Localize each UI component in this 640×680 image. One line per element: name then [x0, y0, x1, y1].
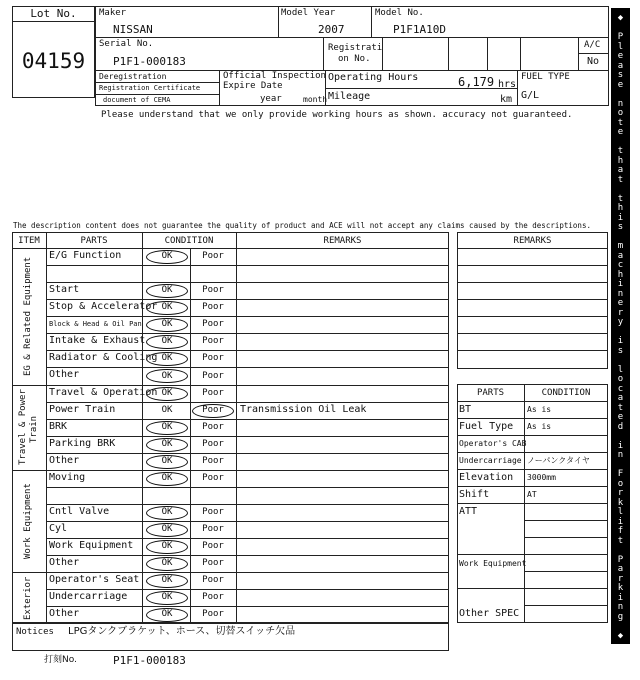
selected-condition-circle: [146, 455, 188, 469]
sidebar-char: e: [617, 412, 624, 422]
spec-condition-shift: AT: [527, 490, 537, 499]
part-label: Other: [49, 369, 80, 380]
condition-ok: OK: [161, 319, 173, 329]
part-label: Moving: [49, 472, 86, 483]
part-label: Start: [49, 284, 80, 295]
sidebar-char: t: [617, 118, 624, 128]
sidebar-char: k: [617, 498, 624, 508]
selected-condition-circle: [146, 438, 188, 452]
part-label: Radiator & Cooling: [49, 352, 158, 363]
sidebar-char: e: [617, 51, 624, 61]
condition-ok: OK: [161, 336, 173, 346]
condition-ok: OK: [161, 285, 173, 295]
operating-hours-label: Operating Hours: [328, 72, 419, 83]
condition-ok: OK: [161, 371, 173, 381]
sidebar-char: e: [617, 127, 624, 137]
item-header: ITEM: [18, 236, 40, 246]
selected-condition-circle: [146, 301, 188, 315]
maker-value: NISSAN: [113, 23, 153, 36]
sidebar-char: c: [617, 260, 624, 270]
selected-condition-circle: [146, 574, 188, 588]
sidebar-char: F: [617, 469, 624, 479]
sidebar-char: n: [617, 99, 624, 109]
inspection-label-1: Official Inspection: [223, 71, 326, 81]
spec-part-undercarriage: Undercarriage: [459, 456, 522, 465]
condition-ok: OK: [161, 251, 173, 261]
sidebar-char: h: [617, 203, 624, 213]
part-label: Parking BRK: [49, 438, 116, 449]
spec-condition-elevation: 3000mm: [527, 473, 556, 482]
registration-label-2: on No.: [338, 54, 371, 64]
sidebar-char: r: [617, 308, 624, 318]
sidebar-char: r: [617, 574, 624, 584]
sidebar-char: a: [617, 61, 624, 71]
hours-notice: Please understand that we only provide working hours as shown. accuracy not guaranteed.: [101, 110, 573, 120]
lot-label: Lot No.: [30, 7, 77, 20]
year-label: year: [260, 94, 282, 104]
location-sidebar: [611, 8, 630, 644]
condition-ok: OK: [161, 609, 173, 619]
model-no-value: P1F1A10D: [393, 23, 446, 36]
group-work-equipment: Work Equipment: [23, 483, 33, 559]
sidebar-char: t: [617, 403, 624, 413]
notices-value: LPGタンクブラケット、ホース、切替スイッチ欠品: [68, 626, 296, 637]
condition-poor: Poor: [202, 353, 224, 363]
remarks-header: REMARKS: [323, 236, 362, 246]
part-label: Other: [49, 608, 80, 619]
sidebar-char: s: [617, 70, 624, 80]
selected-condition-circle: [146, 506, 188, 520]
maker-label: Maker: [99, 8, 127, 18]
condition-ok: OK: [161, 353, 173, 363]
condition-ok: OK: [161, 524, 173, 534]
sidebar-char: l: [617, 42, 624, 52]
sidebar-char: P: [617, 32, 624, 42]
sidebar-char: m: [617, 241, 624, 251]
model-no-label: Model No.: [375, 8, 424, 18]
selected-condition-circle: [146, 369, 188, 383]
spec-part-work-equipment: Work Equipment: [459, 559, 527, 568]
sidebar-char: P: [617, 555, 624, 565]
condition-poor: Poor: [202, 524, 224, 534]
fuel-type-value: G/L: [521, 90, 540, 101]
selected-condition-circle: [146, 421, 188, 435]
fuel-type-label: FUEL TYPE: [521, 72, 570, 82]
selected-condition-circle: [146, 284, 188, 298]
part-label: Block & Head & Oil Pan: [49, 320, 142, 328]
part-label: Cyl: [49, 523, 68, 534]
spec-condition-header: CONDITION: [541, 388, 591, 398]
selected-condition-circle: [146, 540, 188, 554]
serial-label: Serial No.: [99, 39, 154, 49]
sidebar-char: h: [617, 156, 624, 166]
sidebar-char: h: [617, 270, 624, 280]
condition-poor: Poor: [202, 558, 224, 568]
sidebar-char: s: [617, 222, 624, 232]
selected-condition-circle: [146, 608, 188, 622]
part-label: Cntl Valve: [49, 506, 110, 517]
condition-ok: OK: [161, 422, 173, 432]
sidebar-char: k: [617, 583, 624, 593]
condition-poor: Poor: [202, 592, 224, 602]
sidebar-char: ◆: [617, 13, 624, 23]
condition-poor: Poor: [202, 405, 224, 415]
sidebar-char: l: [617, 365, 624, 375]
condition-ok: OK: [161, 473, 173, 483]
sidebar-char: s: [617, 346, 624, 356]
selected-condition-circle: [146, 557, 188, 571]
group-eg-related-equipment: EG & Related Equipment: [23, 256, 33, 376]
condition-ok: OK: [161, 439, 173, 449]
condition-poor: Poor: [202, 439, 224, 449]
part-label: BRK: [49, 421, 68, 432]
condition-poor: Poor: [202, 336, 224, 346]
selected-condition-circle: [146, 352, 188, 366]
serial-value: P1F1-000183: [113, 55, 186, 68]
part-label: Power Train: [49, 404, 116, 415]
model-year-label: Model Year: [281, 8, 336, 18]
sidebar-char: n: [617, 450, 624, 460]
part-label: Other: [49, 455, 80, 466]
sidebar-char: a: [617, 251, 624, 261]
inspection-label-2: Expire Date: [223, 81, 283, 91]
selected-condition-circle: [192, 404, 234, 418]
sidebar-char: t: [617, 146, 624, 156]
sidebar-char: g: [617, 612, 624, 622]
condition-poor: Poor: [202, 319, 224, 329]
condition-poor: Poor: [202, 507, 224, 517]
spec-part-elevation: Elevation: [459, 472, 514, 483]
condition-header: CONDITION: [164, 236, 214, 246]
sidebar-char: i: [617, 441, 624, 451]
condition-poor: Poor: [202, 422, 224, 432]
sidebar-char: e: [617, 80, 624, 90]
condition-poor: Poor: [202, 388, 224, 398]
sidebar-char: i: [617, 279, 624, 289]
spec-part-operator-cab: Operator's CAB: [459, 439, 527, 448]
sidebar-char: o: [617, 374, 624, 384]
operating-hours-value: 6,179: [458, 75, 495, 89]
condition-ok: OK: [161, 558, 173, 568]
part-label: Work Equipment: [49, 540, 134, 551]
notices-label: Notices: [16, 627, 54, 637]
sidebar-char: i: [617, 213, 624, 223]
parts-header: PARTS: [80, 236, 108, 246]
part-label: Other: [49, 557, 80, 568]
part-label: Stop & Accelerator: [49, 301, 158, 312]
spec-part-shift: Shift: [459, 489, 490, 500]
sidebar-char: t: [617, 194, 624, 204]
condition-ok: OK: [161, 575, 173, 585]
sidebar-char: d: [617, 422, 624, 432]
spec-parts-header: PARTS: [476, 388, 505, 398]
condition-poor: Poor: [202, 575, 224, 585]
month-label: month: [303, 95, 328, 104]
spec-condition-undercarriage: ノーパンクタイヤ: [527, 456, 590, 465]
condition-ok: OK: [161, 507, 173, 517]
sidebar-char: t: [617, 536, 624, 546]
sidebar-char: i: [617, 593, 624, 603]
sidebar-char: o: [617, 108, 624, 118]
condition-poor: Poor: [202, 456, 224, 466]
spec-part-bt: BT: [459, 404, 472, 415]
spec-part-att: ATT: [459, 506, 478, 517]
part-label: Operator's Seat: [49, 574, 140, 585]
sidebar-char: a: [617, 393, 624, 403]
mileage-label: Mileage: [328, 91, 371, 102]
lot-number: 04159: [21, 49, 86, 73]
ac-value: No: [587, 56, 600, 67]
group-exterior: Exterior: [23, 576, 33, 620]
selected-condition-circle: [146, 591, 188, 605]
sidebar-char: n: [617, 602, 624, 612]
spec-part-other-spec: Other SPEC: [459, 608, 520, 619]
sidebar-char: n: [617, 289, 624, 299]
row-remarks: Transmission Oil Leak: [240, 404, 367, 415]
selected-condition-circle: [146, 250, 188, 264]
part-label: Undercarriage: [49, 591, 128, 602]
disclaimer: The description content does not guarantee the quality of product and ACE will not accept any claims caused by the descriptions.: [13, 221, 591, 230]
registration-label-1: Registrati: [328, 43, 383, 53]
sidebar-char: c: [617, 384, 624, 394]
condition-poor: Poor: [202, 302, 224, 312]
km-label: km: [500, 94, 513, 105]
ac-label: A/C: [584, 40, 601, 50]
selected-condition-circle: [146, 523, 188, 537]
condition-poor: Poor: [202, 371, 224, 381]
condition-ok: OK: [161, 302, 173, 312]
sidebar-char: i: [617, 336, 624, 346]
stamp-value: P1F1-000183: [113, 654, 186, 667]
condition-ok: OK: [161, 592, 173, 602]
stamp-label: 打刻No.: [44, 655, 77, 665]
condition-ok: OK: [161, 388, 173, 398]
condition-poor: Poor: [202, 285, 224, 295]
part-label: E/G Function: [49, 250, 122, 261]
spec-part-fuel-type: Fuel Type: [459, 421, 514, 432]
right-remarks-header: REMARKS: [513, 236, 552, 246]
model-year-value: 2007: [318, 23, 345, 36]
group-travel-power-line1: Travel & Power: [18, 389, 28, 465]
sidebar-char: i: [617, 517, 624, 527]
condition-ok: OK: [161, 405, 173, 415]
registration-certificate-label: Registration Certificate: [99, 84, 201, 92]
sidebar-char: o: [617, 479, 624, 489]
condition-poor: Poor: [202, 609, 224, 619]
sidebar-char: e: [617, 298, 624, 308]
part-label: Intake & Exhaust: [49, 335, 146, 346]
cema-label: document of CEMA: [103, 96, 171, 104]
selected-condition-circle: [146, 318, 188, 332]
deregistration-label: Deregistration: [99, 72, 167, 81]
hrs-label: hrs: [498, 79, 517, 90]
spec-condition-fuel-type: As is: [527, 422, 552, 431]
condition-ok: OK: [161, 541, 173, 551]
condition-ok: OK: [161, 456, 173, 466]
sidebar-char: a: [617, 564, 624, 574]
sidebar-char: ◆: [617, 631, 624, 641]
spec-condition-bt: As is: [527, 405, 552, 414]
selected-condition-circle: [146, 472, 188, 486]
sidebar-char: a: [617, 165, 624, 175]
condition-poor: Poor: [202, 541, 224, 551]
sidebar-char: y: [617, 317, 624, 327]
selected-condition-circle: [146, 335, 188, 349]
sidebar-char: t: [617, 175, 624, 185]
condition-poor: Poor: [202, 251, 224, 261]
condition-poor: Poor: [202, 473, 224, 483]
sidebar-char: f: [617, 526, 624, 536]
group-travel-power-line2: Train: [29, 415, 39, 443]
sidebar-char: l: [617, 507, 624, 517]
sidebar-char: r: [617, 488, 624, 498]
part-label: Travel & Operation: [49, 387, 158, 398]
selected-condition-circle: [146, 387, 188, 401]
